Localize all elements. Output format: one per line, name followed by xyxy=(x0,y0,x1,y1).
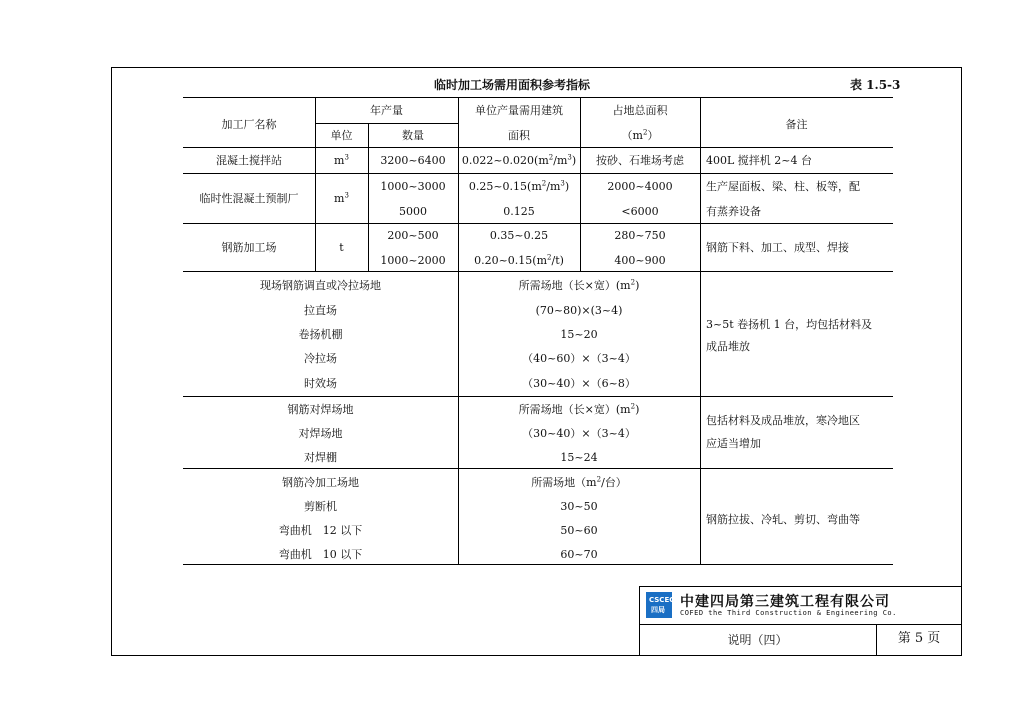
row-rule xyxy=(183,173,893,174)
header-sub-rule xyxy=(315,123,458,124)
header-unit-area-cont: 面积 xyxy=(508,129,530,142)
row-concrete-area: $0.022\sim 0.020(m^2/m^3)$ xyxy=(461,153,577,167)
row-rebar-total2: 400~900 xyxy=(614,254,666,267)
section-cold-need: 所需场地（$m^2/$台） xyxy=(531,475,627,489)
header-total-area-unit: $(m^2)$ xyxy=(621,128,659,142)
section-straighten-item: 卷扬机棚 xyxy=(298,328,343,341)
section-straighten-value: (70~80)×(3~4) xyxy=(535,304,623,317)
row-rule xyxy=(183,396,893,397)
row-concrete-remark: 400L 搅拌机 2~4 台 xyxy=(706,154,813,167)
section-straighten-value: 15~20 xyxy=(560,328,598,341)
company-name-en: COFED the Third Construction & Engineering Co. xyxy=(680,609,897,617)
row-rebar-unit: t xyxy=(339,241,344,254)
section-straighten-item: 冷拉场 xyxy=(304,352,337,365)
section-straighten-heading: 现场钢筋调直或冷拉场地 xyxy=(260,279,381,292)
table-bottom-rule xyxy=(183,564,893,565)
section-cold-remark: 钢筋拉拔、冷轧、剪切、弯曲等 xyxy=(706,513,860,526)
row-rebar-area1: 0.35~0.25 xyxy=(489,229,549,242)
header-quantity: 数量 xyxy=(402,129,424,142)
row-concrete-total: 按砂、石堆场考虑 xyxy=(596,154,684,167)
row-precast-area1: $0.25\sim 0.15(m^2/m^3)$ xyxy=(468,179,570,193)
header-unit-area: 单位产量需用建筑 xyxy=(475,104,563,117)
row-rebar-qty2: 1000~2000 xyxy=(380,254,446,267)
page-number: 第 5 页 xyxy=(897,631,941,646)
row-rule xyxy=(183,271,893,272)
header-annual-output: 年产量 xyxy=(370,104,403,117)
row-precast-total1: 2000~4000 xyxy=(607,180,673,193)
section-weld-value: （30~40）×（3~4） xyxy=(522,427,636,440)
section-straighten-remark1: 3~5t 卷扬机 1 台，均包括材料及 xyxy=(706,318,873,331)
section-cold-item: 剪断机 xyxy=(304,500,337,513)
row-precast-name: 临时性混凝土预制厂 xyxy=(199,192,299,205)
section-weld-item: 对焊棚 xyxy=(304,451,337,464)
section-cold-value: 30~50 xyxy=(560,500,598,513)
col-rule xyxy=(368,123,369,271)
section-weld-heading: 钢筋对焊场地 xyxy=(287,403,354,416)
section-straighten-value: （30~40）×（6~8） xyxy=(522,377,636,390)
company-logo: CSCEC 四局 xyxy=(646,592,672,618)
section-weld-need: 所需场地（长×宽）$(m^2)$ xyxy=(518,402,640,416)
header-remarks: 备注 xyxy=(785,118,808,131)
row-concrete-unit: $m^3$ xyxy=(334,153,349,167)
section-straighten-remark2: 成品堆放 xyxy=(706,340,750,353)
row-precast-remark1: 生产屋面板、梁、柱、板等，配 xyxy=(706,180,860,193)
section-cold-value: 60~70 xyxy=(560,548,598,561)
section-cold-item: 弯曲机 10 以下 xyxy=(278,548,363,561)
row-rebar-area2: $0.20\sim 0.15(m^2/t)$ xyxy=(474,253,564,267)
section-straighten-value: （40~60）×（3~4） xyxy=(522,352,636,365)
titleblock-mid-rule xyxy=(639,624,962,625)
row-precast-total2: <6000 xyxy=(621,205,659,218)
section-weld-remark2: 应适当增加 xyxy=(706,437,761,450)
header-total-area: 占地总面积 xyxy=(612,104,668,117)
titleblock-top-rule xyxy=(639,586,962,587)
section-straighten-item: 时效场 xyxy=(304,377,337,390)
section-cold-value: 50~60 xyxy=(560,524,598,537)
table-title: 临时加工场需用面积参考指标 xyxy=(433,78,590,92)
row-precast-qty2: 5000 xyxy=(399,205,427,218)
header-factory: 加工厂名称 xyxy=(221,118,277,131)
row-concrete-qty: 3200~6400 xyxy=(380,154,446,167)
doc-title: 说明（四） xyxy=(727,633,788,647)
row-precast-area2: 0.125 xyxy=(503,205,535,218)
section-straighten-need: 所需场地（长×宽）$(m^2)$ xyxy=(518,278,640,292)
section-cold-heading: 钢筋冷加工场地 xyxy=(282,476,359,489)
row-concrete-name: 混凝土搅拌站 xyxy=(216,154,282,167)
company-name: 中建四局第三建筑工程有限公司 xyxy=(680,594,890,610)
row-rule xyxy=(183,223,893,224)
col-rule xyxy=(700,97,701,564)
row-rebar-total1: 280~750 xyxy=(614,229,666,242)
row-rebar-name: 钢筋加工场 xyxy=(221,241,277,254)
header-bottom-rule xyxy=(183,147,893,148)
section-straighten-item: 拉直场 xyxy=(304,304,337,317)
row-rebar-remark: 钢筋下料、加工、成型、焊接 xyxy=(706,241,849,254)
table-top-rule xyxy=(183,97,893,98)
table-number: 表 1.5-3 xyxy=(850,78,901,92)
section-weld-value: 15~24 xyxy=(560,451,598,464)
row-rebar-qty1: 200~500 xyxy=(387,229,439,242)
section-weld-item: 对焊场地 xyxy=(298,427,343,440)
header-unit: 单位 xyxy=(330,129,353,142)
section-cold-item: 弯曲机 12 以下 xyxy=(278,524,363,537)
row-precast-remark2: 有蒸养设备 xyxy=(706,205,761,218)
row-precast-unit: $m^3$ xyxy=(334,191,349,205)
section-weld-remark1: 包括材料及成品堆放，寒冷地区 xyxy=(706,414,860,427)
row-rule xyxy=(183,468,893,469)
row-precast-qty1: 1000~3000 xyxy=(380,180,446,193)
